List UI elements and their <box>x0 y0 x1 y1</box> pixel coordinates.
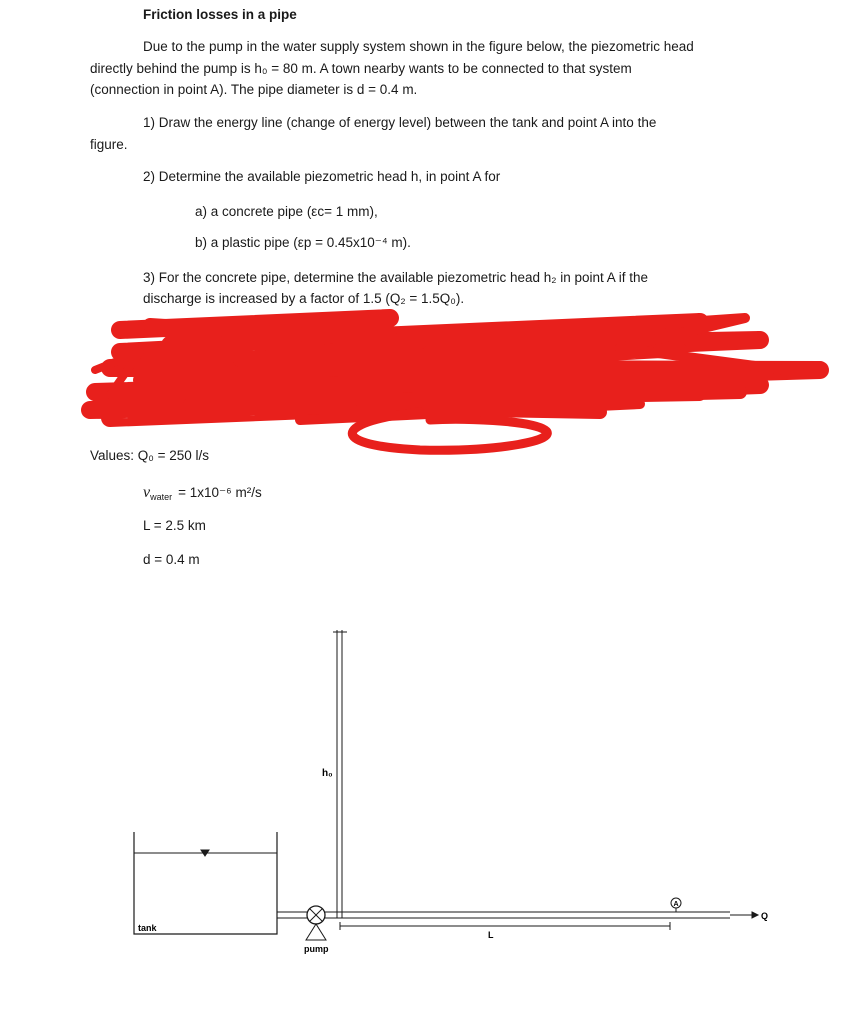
question-1-line-1: 1) Draw the energy line (change of energy level) between the tank and point A into the <box>143 115 657 130</box>
intro-line-1: Due to the pump in the water supply system shown in the figure below, the piezometric head <box>143 39 694 54</box>
question-3-line-1: 3) For the concrete pipe, determine the available piezometric head h₂ in point A if the <box>143 270 649 285</box>
pump-label: pump <box>304 944 329 954</box>
values-discharge: Values: Q₀ = 250 l/s <box>90 448 210 463</box>
nu-subscript: water <box>150 492 173 502</box>
tank-label: tank <box>138 923 157 933</box>
nu-symbol: ν <box>143 484 151 501</box>
intro-line-2: directly behind the pump is h₀ = 80 m. A town nearby wants to be connected to that system <box>90 61 632 76</box>
values-length: L = 2.5 km <box>143 518 206 533</box>
tank-outline <box>134 832 277 934</box>
question-2-b: b) a plastic pipe (εp = 0.45x10⁻⁴ m). <box>195 235 411 250</box>
question-1-line-2: figure. <box>90 137 128 152</box>
values-diameter: d = 0.4 m <box>143 552 200 567</box>
length-label: L <box>488 930 494 940</box>
point-a-label: A <box>673 901 679 908</box>
pump-stand <box>306 924 326 940</box>
arrow-head-icon <box>752 912 758 918</box>
page-title: Friction losses in a pipe <box>143 7 297 22</box>
h0-label: h₀ <box>322 768 333 779</box>
question-2-intro: 2) Determine the available piezometric head h, in point A for <box>143 169 501 184</box>
intro-line-3: (connection in point A). The pipe diameter is d = 0.4 m. <box>90 82 418 97</box>
discharge-label: Q <box>761 911 769 921</box>
question-2-a: a) a concrete pipe (εc= 1 mm), <box>195 204 378 219</box>
question-3-line-2: discharge is increased by a factor of 1.5 (Q₂ = 1.5Q₀). <box>143 291 465 306</box>
nu-value: = 1x10⁻⁶ m²/s <box>178 485 262 500</box>
